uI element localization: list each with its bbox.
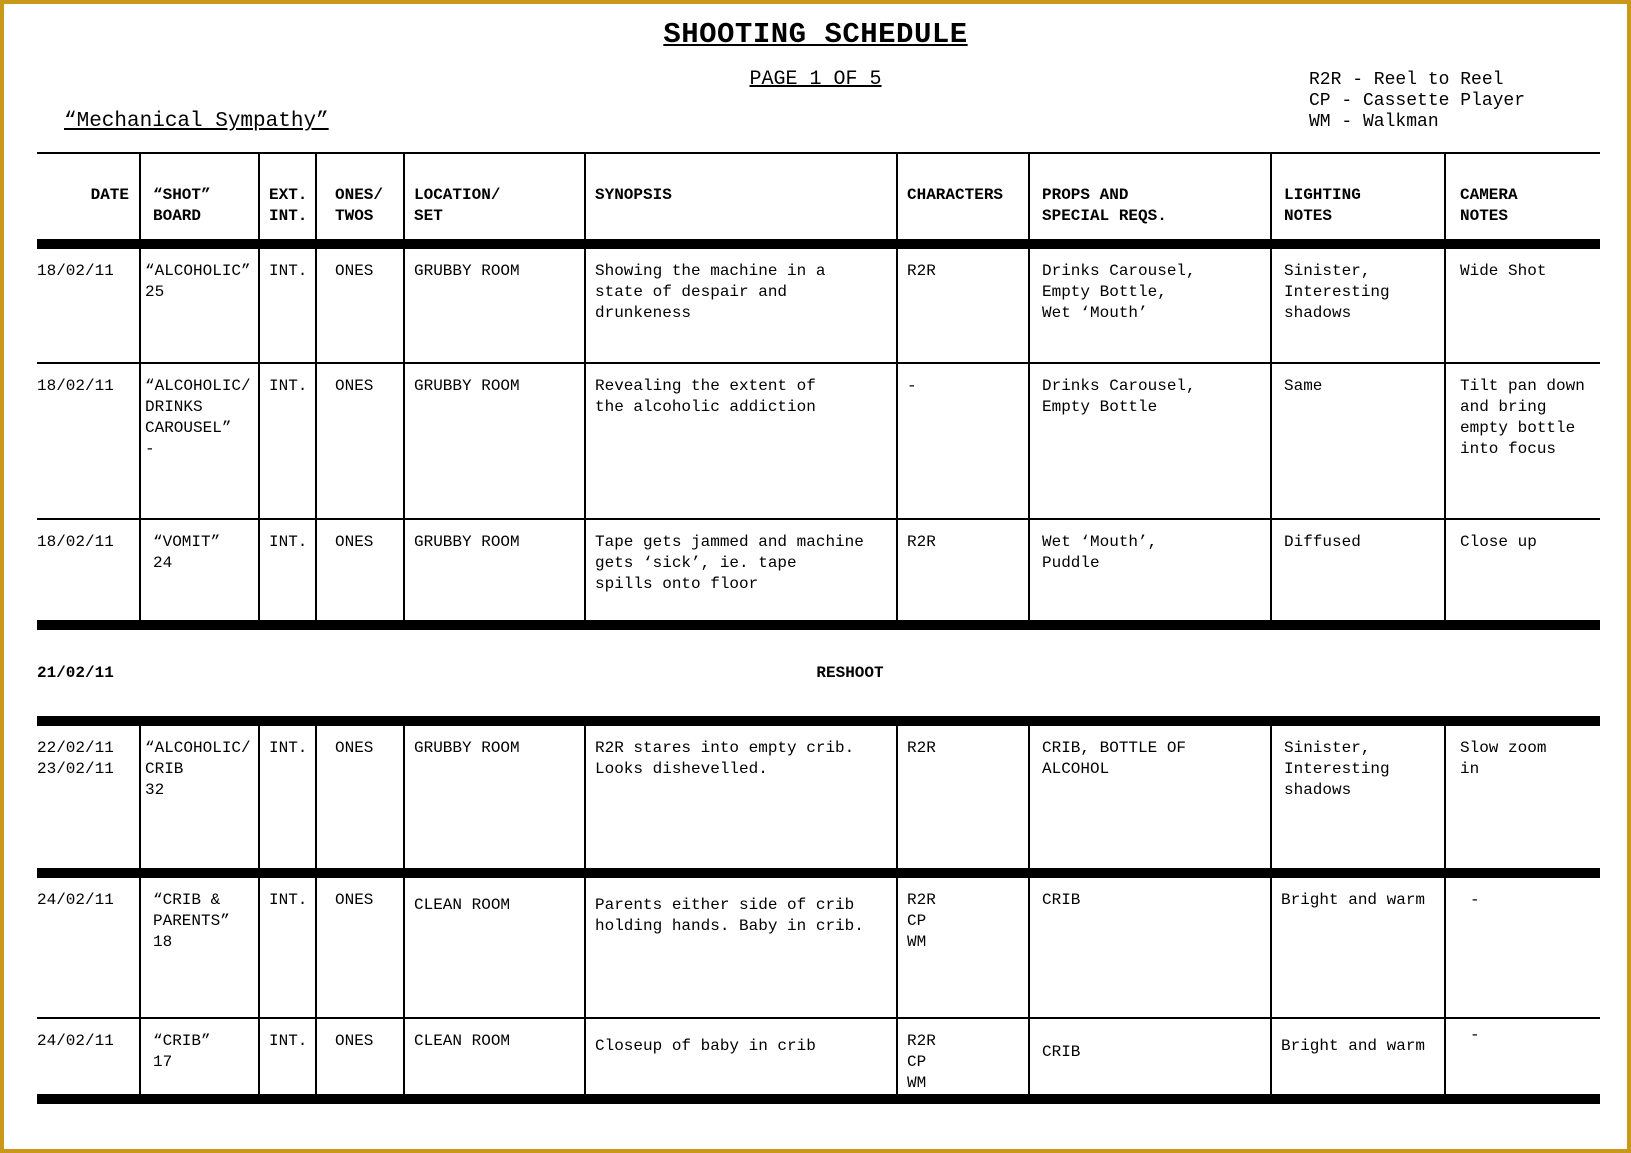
table-row: [37, 726, 1600, 868]
film-title: “Mechanical Sympathy”: [64, 110, 329, 133]
cell-props: Wet ‘Mouth’, Puddle: [1029, 520, 1271, 620]
cell-lighting: Same: [1271, 364, 1445, 519]
cell-date: 18/02/11: [37, 262, 114, 280]
cell-lighting: Diffused: [1271, 520, 1445, 620]
cell-date: 24/02/11: [37, 1032, 114, 1050]
col-header-synopsis: SYNOPSIS: [585, 153, 897, 239]
legend-item: WM - Walkman: [1309, 112, 1439, 132]
col-header-date: DATE: [37, 153, 140, 239]
col-header-lighting: LIGHTING NOTES: [1271, 153, 1445, 239]
cell-camera: -: [1445, 878, 1600, 1018]
cell-props: CRIB: [1029, 878, 1271, 1018]
cell-shot: “ALCOHOLIC/ DRINKS CAROUSEL” -: [140, 364, 259, 519]
cell-synopsis: Closeup of baby in crib: [585, 1019, 897, 1094]
cell-characters: R2R CP WM: [897, 1019, 1029, 1094]
cell-props: CRIB: [1029, 1019, 1271, 1094]
col-header-shot: “SHOT” BOARD: [140, 153, 259, 239]
table-row: [37, 249, 1600, 363]
cell-characters: R2R: [897, 726, 1029, 868]
cell-date: 18/02/11: [37, 377, 114, 395]
reshoot-label: RESHOOT: [816, 664, 884, 682]
col-header-props: PROPS AND SPECIAL REQS.: [1029, 153, 1271, 239]
header-row: [37, 153, 1600, 239]
table-row: [37, 878, 1600, 1018]
cell-ext-int: INT.: [259, 1019, 316, 1094]
cell-characters: R2R: [897, 249, 1029, 363]
cell-synopsis: Revealing the extent of the alcoholic addiction: [585, 364, 897, 519]
cell-shot: “CRIB & PARENTS” 18: [140, 878, 259, 1018]
cell-ext-int: INT.: [259, 364, 316, 519]
cell-date: 18/02/11: [37, 533, 114, 551]
col-header-ones-twos: ONES/ TWOS: [316, 153, 404, 239]
cell-ones-twos: ONES: [316, 520, 404, 620]
cell-ones-twos: ONES: [316, 364, 404, 519]
col-header-ext-int: EXT. INT.: [259, 153, 316, 239]
cell-props: CRIB, BOTTLE OF ALCOHOL: [1029, 726, 1271, 868]
cell-lighting: Sinister, Interesting shadows: [1271, 726, 1445, 868]
cell-location: GRUBBY ROOM: [404, 364, 585, 519]
cell-camera: Close up: [1445, 520, 1600, 620]
cell-ext-int: INT.: [259, 249, 316, 363]
cell-synopsis: Showing the machine in a state of despair and drunkeness: [585, 249, 897, 363]
cell-shot: “CRIB” 17: [140, 1019, 259, 1094]
cell-date: 22/02/11 23/02/11: [37, 739, 114, 778]
abbreviation-legend: [1309, 70, 1525, 133]
cell-location: GRUBBY ROOM: [404, 726, 585, 868]
col-header-location: LOCATION/ SET: [404, 153, 585, 239]
legend-item: R2R - Reel to Reel: [1309, 70, 1504, 90]
col-header-characters: CHARACTERS: [897, 153, 1029, 239]
reshoot-date: 21/02/11: [37, 664, 114, 682]
table-row: [37, 1019, 1600, 1094]
cell-characters: R2R: [897, 520, 1029, 620]
table-row: [37, 520, 1600, 620]
cell-camera: Wide Shot: [1445, 249, 1600, 363]
table-row: [37, 364, 1600, 519]
cell-ext-int: INT.: [259, 520, 316, 620]
cell-characters: R2R CP WM: [897, 878, 1029, 1018]
cell-characters: -: [897, 364, 1029, 519]
cell-synopsis: R2R stares into empty crib. Looks dishevelled.: [585, 726, 897, 868]
legend-item: CP - Cassette Player: [1309, 91, 1526, 111]
cell-ones-twos: ONES: [316, 878, 404, 1018]
cell-camera: Slow zoom in: [1445, 726, 1600, 868]
page-number: PAGE 1 OF 5: [749, 68, 882, 91]
cell-location: GRUBBY ROOM: [404, 520, 585, 620]
schedule-title: SHOOTING SCHEDULE: [663, 18, 968, 51]
cell-camera: Tilt pan down and bring empty bottle into focus: [1445, 364, 1600, 519]
cell-props: Drinks Carousel, Empty Bottle, Wet ‘Mouth’: [1029, 249, 1271, 363]
cell-shot: “ALCOHOLIC/ CRIB 32: [140, 726, 259, 868]
cell-ext-int: INT.: [259, 726, 316, 868]
cell-shot: “ALCOHOLIC” 25: [140, 249, 259, 363]
cell-location: GRUBBY ROOM: [404, 249, 585, 363]
cell-location: CLEAN ROOM: [404, 878, 585, 1018]
cell-props: Drinks Carousel, Empty Bottle: [1029, 364, 1271, 519]
cell-ones-twos: ONES: [316, 249, 404, 363]
cell-lighting: Bright and warm: [1271, 878, 1445, 1018]
reshoot-row: [37, 630, 1600, 716]
cell-camera: -: [1445, 1019, 1600, 1094]
col-header-camera: CAMERA NOTES: [1445, 153, 1600, 239]
cell-synopsis: Tape gets jammed and machine gets ‘sick’, ie. tape spills onto floor: [585, 520, 897, 620]
cell-ones-twos: ONES: [316, 726, 404, 868]
cell-date: 24/02/11: [37, 891, 114, 909]
schedule-table: [37, 152, 1600, 1104]
cell-synopsis: Parents either side of crib holding hands. Baby in crib.: [585, 878, 897, 1018]
cell-ext-int: INT.: [259, 878, 316, 1018]
cell-ones-twos: ONES: [316, 1019, 404, 1094]
cell-lighting: Bright and warm: [1271, 1019, 1445, 1094]
cell-shot: “VOMIT” 24: [140, 520, 259, 620]
cell-location: CLEAN ROOM: [404, 1019, 585, 1094]
cell-lighting: Sinister, Interesting shadows: [1271, 249, 1445, 363]
